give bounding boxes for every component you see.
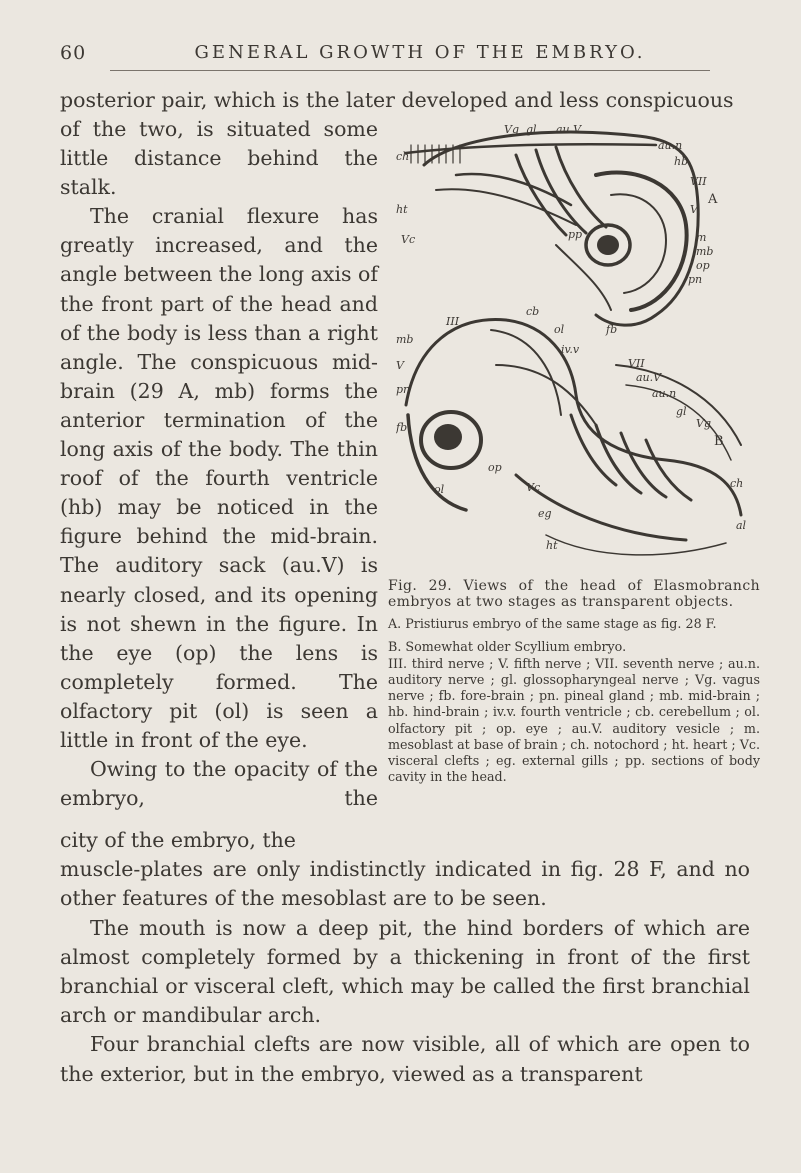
fig-label: gl [526, 123, 537, 136]
fig-label: III [446, 315, 460, 328]
fig-label-b: B [714, 434, 724, 449]
fig-b-gill-arch-1 [571, 415, 616, 485]
caption-title: Fig. 29. Views of the head of Elasmobranch embryos at two stages as transparent objects. [388, 578, 760, 611]
fig-label: pn [396, 383, 411, 396]
caption-part-b: B. Somewhat older Scyllium embryo. [388, 638, 627, 654]
paragraph-5: Four branchial clefts are now visible, all of which are open to the exterior, but in the embryo, viewed as a transparent [60, 1032, 750, 1086]
fig-label: hb [674, 155, 689, 168]
figure-29 [396, 115, 756, 570]
embryo-head-illustration [396, 115, 756, 570]
fig-label-a: A [708, 192, 718, 207]
fig-label: ch [396, 150, 410, 163]
fig-label: eg [538, 507, 552, 520]
page-number: 60 [60, 42, 87, 64]
caption-part-a: A. Pristiurus embryo of the same stage as fig. 28 F. [388, 616, 717, 632]
fig-label: mb [696, 245, 714, 258]
fig-label: ol [434, 483, 445, 496]
fig-label: ht [546, 539, 558, 552]
fig-label: mb [396, 333, 414, 346]
paragraph-1: of the two, is situated some little distance behind the stalk. [60, 117, 378, 200]
paragraph-3-start: Owing to the opacity of the embryo, the [60, 757, 378, 811]
header-rule [110, 70, 710, 71]
paragraph-3-continued: muscle-plates are only indistinctly indicated in fig. 28 F, and no other features of the mesoblast are to be seen. [60, 857, 750, 911]
fig-label: pn [688, 273, 703, 286]
left-column-text [60, 115, 378, 813]
fig-label: V [690, 203, 698, 216]
fig-label: cb [526, 305, 540, 318]
fig-label: ht [396, 203, 408, 216]
fig-label: Vg [696, 417, 711, 430]
fig-label: ol [554, 323, 565, 336]
first-text-line: posterior pair, which is the later developed and less conspicuous [60, 88, 734, 112]
figure-caption [388, 578, 760, 785]
bottom-text [60, 826, 750, 1089]
fig-label: Vc [526, 481, 541, 494]
fig-label: pp [568, 228, 583, 241]
fig-label: iv.v [561, 343, 580, 356]
fig-label: au.V [636, 371, 662, 384]
fig-label: ch [730, 477, 744, 490]
fig-label: Vc [401, 233, 416, 246]
fig-label: op [696, 259, 710, 272]
page-header [60, 42, 740, 72]
fig-label: m [696, 231, 707, 244]
fig-label: VII [628, 357, 645, 370]
paragraph-2: The cranial flexure has greatly increased, and the angle between the long axis of the front part of the head and of the body is less than a right angle. The conspicuous mid-brain (29 A, mb) forms the anterior termination of the long axis of the body. The thin roof of the fourth ventricle (hb) may be noticed in the figure behind the mid-brain. The auditory sack (au.V) is nearly closed, and its opening is not shewn in the figure. In the eye (op) the lens is completely formed. The olfactory pit (ol) is seen a little in front of the eye. [60, 204, 378, 752]
fig-b-gill-arch-4 [646, 440, 691, 500]
paragraph-4: The mouth is now a deep pit, the hind borders of which are almost completely formed by a thickening in front of the first branchial or visceral cleft, which may be called the first branchial arch or mandibular arch. [60, 915, 750, 1028]
fig-label: gl [676, 405, 687, 418]
fig-label: Vg [504, 123, 519, 136]
fig-label: fb [396, 421, 408, 434]
fig-label: V [396, 359, 404, 372]
caption-legend: III. third nerve ; V. fifth nerve ; VII. seventh nerve ; au.n. auditory nerve ; gl. glossopharyngeal nerve ; Vg. vagus nerve ; fb. fore-brain ; pn. pineal gland ; mb. mid-brain ; hb. hind-brain ; iv.v. fourth ventricle ; cb. cerebellum ; ol. olfactory pit ; op. eye ; au.V. auditory vesicle ; m. mesoblast at base of brain ; ch. notochord ; ht. heart ; Vc. visceral clefts ; eg. external gills ; pp. sections of body cavity in the head. [388, 655, 760, 785]
fig-label: op [488, 461, 502, 474]
fig-label: au.n [652, 387, 677, 400]
running-head: GENERAL GROWTH OF THE EMBRYO. [194, 42, 646, 63]
fig-label: VII [690, 175, 707, 188]
fig-label: al [736, 519, 747, 532]
bottom-first-line: city of the embryo, the [60, 828, 296, 852]
fig-a-gill-arch-3 [556, 147, 606, 227]
fig-label: au.n [658, 139, 683, 152]
fig-label: fb [606, 323, 618, 336]
fig-label: au.V [556, 123, 582, 136]
